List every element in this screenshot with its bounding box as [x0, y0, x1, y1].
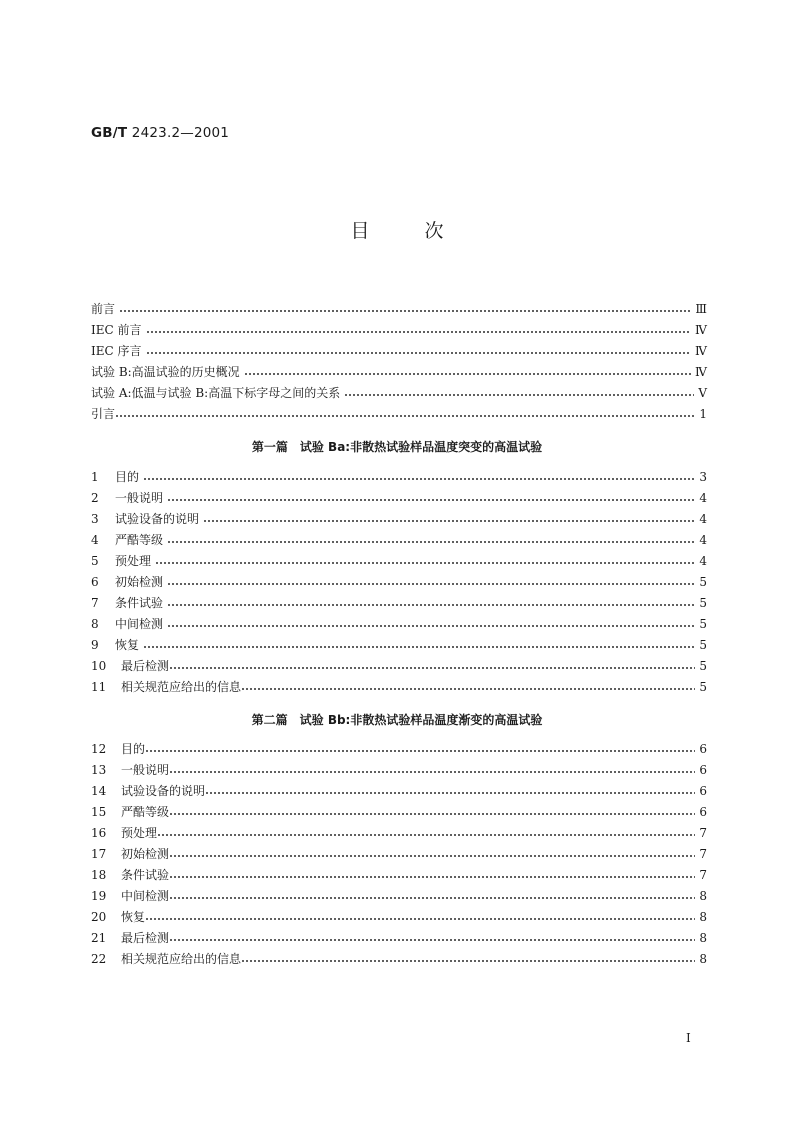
- part-heading: 第二篇 试验 Bb:非散热试验样品温度渐变的高温试验: [251, 713, 543, 727]
- leader-dots: [169, 936, 695, 944]
- leader-dots: [115, 412, 695, 420]
- toc-entry-page: Ⅳ: [695, 343, 707, 358]
- toc-entry[interactable]: [91, 655, 707, 676]
- toc-entry-page: 5: [699, 658, 707, 673]
- toc-entry-label: 严酷等级: [121, 805, 170, 819]
- toc-entry[interactable]: [91, 508, 707, 529]
- toc-entry-label: 目的: [121, 742, 146, 756]
- leader-dots: [167, 538, 695, 546]
- toc-entry-page: 5: [699, 679, 707, 694]
- toc-entry[interactable]: [91, 780, 707, 801]
- leader-dots: [169, 768, 695, 776]
- toc-entry[interactable]: [91, 676, 707, 697]
- toc-entry-label: 最后检测: [121, 931, 170, 945]
- toc-entry-label: 目的: [115, 470, 140, 484]
- toc-entry-page: 7: [699, 867, 707, 882]
- toc-entry-number: 15: [91, 804, 107, 819]
- toc-entry-number: 9: [91, 637, 99, 652]
- leader-dots: [145, 915, 695, 923]
- toc-entry-label: 一般说明: [115, 491, 164, 505]
- toc-entry-page: 6: [699, 762, 707, 777]
- leader-dots: [119, 307, 691, 315]
- toc-entry-label: 前言: [91, 302, 116, 316]
- page-number: I: [686, 1031, 691, 1045]
- toc-entry[interactable]: [91, 550, 707, 571]
- leader-dots: [143, 643, 695, 651]
- toc-entry-page: 8: [699, 888, 707, 903]
- toc-entry-page: 4: [699, 553, 707, 568]
- toc-entry-label: 相关规范应给出的信息: [121, 952, 242, 966]
- toc-entry[interactable]: [91, 592, 707, 613]
- toc-entry-page: 5: [699, 595, 707, 610]
- toc-entry-number: 20: [91, 909, 107, 924]
- toc-entry-number: 4: [91, 532, 99, 547]
- leader-dots: [169, 873, 695, 881]
- toc-entry[interactable]: [91, 298, 707, 319]
- toc-entry[interactable]: [91, 864, 707, 885]
- leader-dots: [146, 328, 692, 336]
- toc-entry[interactable]: [91, 403, 707, 424]
- toc-entry[interactable]: [91, 801, 707, 822]
- toc-entry-page: 7: [699, 825, 707, 840]
- toc-entry-page: 8: [699, 909, 707, 924]
- toc-entry-label: 相关规范应给出的信息: [121, 680, 242, 694]
- toc-entry[interactable]: [91, 885, 707, 906]
- toc-entry[interactable]: [91, 906, 707, 927]
- toc-entry-label: 条件试验: [115, 596, 164, 610]
- toc-entry-page: 4: [699, 511, 707, 526]
- leader-dots: [244, 370, 691, 378]
- toc-entry-page: 8: [699, 951, 707, 966]
- leader-dots: [203, 517, 695, 525]
- toc-entry-page: 4: [699, 532, 707, 547]
- leader-dots: [155, 559, 695, 567]
- toc-entry-page: 6: [699, 783, 707, 798]
- part-heading: 第一篇 试验 Ba:非散热试验样品温度突变的高温试验: [251, 440, 543, 454]
- toc-entry-page: 7: [699, 846, 707, 861]
- leader-dots: [167, 622, 695, 630]
- toc-entry[interactable]: [91, 843, 707, 864]
- toc-entry-number: 17: [91, 846, 107, 861]
- leader-dots: [143, 475, 695, 483]
- toc-entry[interactable]: [91, 466, 707, 487]
- toc-entry-page: 8: [699, 930, 707, 945]
- toc-entry[interactable]: [91, 529, 707, 550]
- toc-entry-label: 引言: [91, 407, 116, 421]
- standard-number: 2423.2—2001: [127, 125, 230, 141]
- toc-entry[interactable]: [91, 571, 707, 592]
- toc-entry[interactable]: [91, 634, 707, 655]
- toc-entry-number: 16: [91, 825, 107, 840]
- toc-entry-number: 18: [91, 867, 107, 882]
- toc-entry[interactable]: [91, 613, 707, 634]
- toc-entry-label: 初始检测: [115, 575, 164, 589]
- leader-dots: [169, 664, 695, 672]
- toc-entry-label: 试验 B:高温试验的历史概况: [91, 365, 240, 379]
- toc-entry-page: 5: [699, 574, 707, 589]
- toc-entry-number: 21: [91, 930, 107, 945]
- toc-entry-label: 条件试验: [121, 868, 170, 882]
- toc-entry-label: 预处理: [121, 826, 158, 840]
- toc-entry-label: 最后检测: [121, 659, 170, 673]
- toc-entry[interactable]: [91, 948, 707, 969]
- standard-code: [91, 125, 229, 141]
- toc-entry-page: Ⅲ: [695, 301, 707, 316]
- toc-entry-page: 6: [699, 741, 707, 756]
- toc-entry-page: 4: [699, 490, 707, 505]
- leader-dots: [157, 831, 695, 839]
- standard-prefix: GB/T: [91, 125, 128, 141]
- toc-entry-label: IEC 前言: [91, 323, 142, 337]
- toc-entry[interactable]: [91, 738, 707, 759]
- toc-entry[interactable]: [91, 382, 707, 403]
- toc-entry[interactable]: [91, 927, 707, 948]
- toc-entry-page: 1: [699, 406, 707, 421]
- toc-entry-label: IEC 序言: [91, 344, 142, 358]
- toc-entry-label: 初始检测: [121, 847, 170, 861]
- toc-entry-number: 19: [91, 888, 107, 903]
- toc-entry-number: 6: [91, 574, 99, 589]
- toc-entry-number: 8: [91, 616, 99, 631]
- leader-dots: [146, 349, 692, 357]
- leader-dots: [205, 789, 695, 797]
- toc-entry-page: 5: [699, 637, 707, 652]
- toc-entry-page: Ⅳ: [695, 322, 707, 337]
- leader-dots: [167, 580, 695, 588]
- toc-entry-label: 中间检测: [121, 889, 170, 903]
- leader-dots: [145, 747, 695, 755]
- leader-dots: [169, 894, 695, 902]
- toc-entry-label: 试验设备的说明: [115, 512, 200, 526]
- leader-dots: [169, 852, 695, 860]
- toc-entry-number: 1: [91, 469, 99, 484]
- leader-dots: [241, 685, 695, 693]
- toc-entry[interactable]: [91, 487, 707, 508]
- toc-entry-number: 3: [91, 511, 99, 526]
- toc-entry-number: 11: [91, 679, 107, 694]
- toc-entry-number: 5: [91, 553, 99, 568]
- leader-dots: [344, 391, 694, 399]
- leader-dots: [169, 810, 695, 818]
- toc-entry[interactable]: [91, 319, 707, 340]
- toc-entry-number: 22: [91, 951, 107, 966]
- toc-entry-label: 恢复: [121, 910, 146, 924]
- toc-entry-number: 10: [91, 658, 107, 673]
- toc-entry-label: 试验设备的说明: [121, 784, 206, 798]
- toc-entry[interactable]: [91, 340, 707, 361]
- toc-entry-label: 试验 A:低温与试验 B:高温下标字母之间的关系: [91, 386, 341, 400]
- toc-entry-number: 13: [91, 762, 107, 777]
- toc-entry-number: 7: [91, 595, 99, 610]
- page-title: 目次: [350, 220, 499, 242]
- toc-entry-number: 14: [91, 783, 107, 798]
- toc-entry-label: 严酷等级: [115, 533, 164, 547]
- toc-entry[interactable]: [91, 361, 707, 382]
- toc-entry-number: 2: [91, 490, 99, 505]
- toc-entry-page: 5: [699, 616, 707, 631]
- toc-entry-label: 预处理: [115, 554, 152, 568]
- toc-entry-page: Ⅳ: [695, 364, 707, 379]
- toc-entry[interactable]: [91, 822, 707, 843]
- leader-dots: [241, 957, 695, 965]
- toc-entry-label: 中间检测: [115, 617, 164, 631]
- toc-entry-page: 3: [699, 469, 707, 484]
- toc-entry-label: 一般说明: [121, 763, 170, 777]
- leader-dots: [167, 601, 695, 609]
- leader-dots: [167, 496, 695, 504]
- toc-entry[interactable]: [91, 759, 707, 780]
- toc-entry-number: 12: [91, 741, 107, 756]
- toc-entry-label: 恢复: [115, 638, 140, 652]
- toc-entry-page: 6: [699, 804, 707, 819]
- toc-entry-page: Ⅴ: [698, 385, 707, 400]
